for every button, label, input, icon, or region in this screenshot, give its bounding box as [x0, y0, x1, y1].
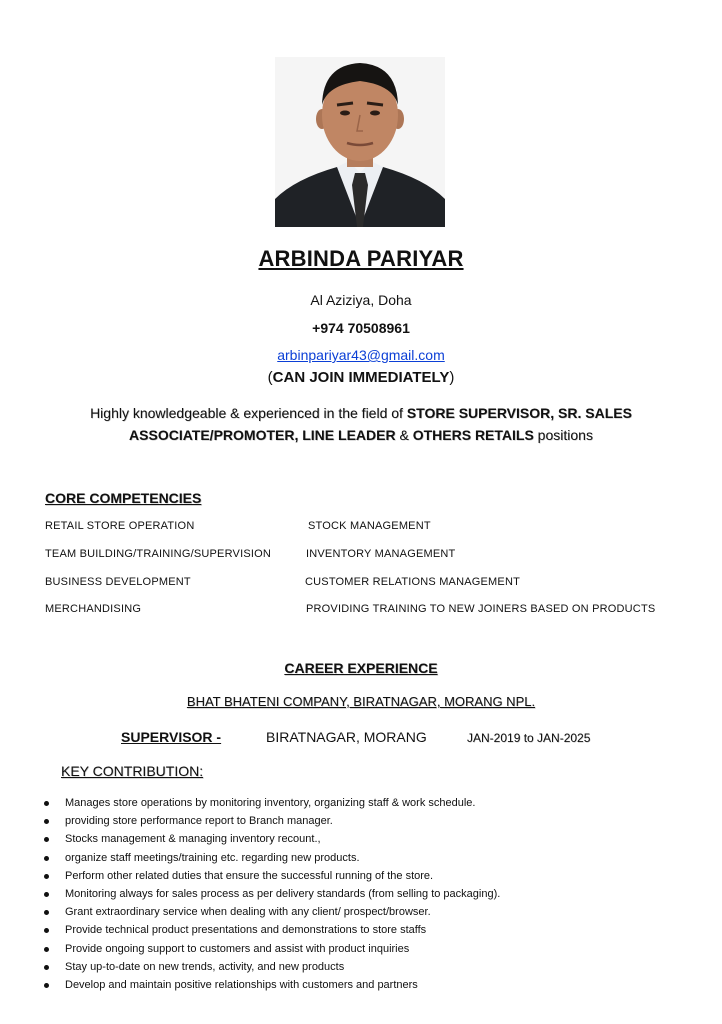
- job-role: SUPERVISOR -: [121, 729, 222, 745]
- list-item-text: Monitoring always for sales process as per delivery standards (from selling to packaging).: [65, 887, 501, 900]
- phone-number: +974 70508961: [312, 320, 410, 336]
- list-item: [44, 794, 684, 812]
- list-item-text: Provide ongoing support to customers and assist with product inquiries: [65, 942, 410, 955]
- company-name: BHAT BHATENI COMPANY, BIRATNAGAR, MORANG NPL.: [186, 694, 536, 709]
- availability-open-paren: (: [267, 369, 273, 386]
- email-link[interactable]: arbinpariyar43@gmail.com: [277, 347, 445, 363]
- competency-item: TEAM BUILDING/TRAINING/SUPERVISION: [45, 548, 272, 560]
- list-item: [44, 812, 684, 830]
- bullet-icon: [44, 910, 49, 915]
- list-item-text: Develop and maintain positive relationships with customers and partners: [65, 978, 418, 991]
- list-item: [44, 830, 684, 848]
- bullet-icon: [44, 928, 49, 933]
- availability-close-paren: ): [449, 369, 455, 386]
- summary-text-2: &: [395, 427, 413, 443]
- competency-item: CUSTOMER RELATIONS MANAGEMENT: [305, 576, 521, 588]
- summary-roles: STORE SUPERVISOR, SR. SALES ASSOCIATE/PROMOTER, LINE LEADER: [129, 405, 632, 443]
- list-item-text: Provide technical product presentations and demonstrations to store staffs: [65, 924, 427, 937]
- list-item-text: Stocks management & managing inventory recount.,: [65, 833, 321, 846]
- availability: [0, 369, 722, 386]
- list-item-text: Manages store operations by monitoring inventory, organizing staff & work schedule.: [65, 797, 476, 809]
- bullet-icon: [44, 983, 49, 988]
- core-competencies-title: CORE COMPETENCIES: [45, 490, 202, 506]
- list-item: [44, 885, 684, 903]
- list-item: [44, 921, 684, 939]
- career-experience-title: CAREER EXPERIENCE: [284, 660, 438, 676]
- competency-item: STOCK MANAGEMENT: [308, 520, 431, 532]
- list-item-text: organize staff meetings/training etc. regarding new products.: [65, 851, 360, 864]
- bullet-icon: [44, 819, 49, 824]
- list-item: [44, 849, 684, 867]
- bullet-icon: [44, 947, 49, 952]
- bullet-icon: [44, 892, 49, 897]
- summary-text-1: Highly knowledgeable & experienced in the field of: [90, 405, 407, 421]
- bullet-icon: [44, 801, 49, 806]
- profile-photo: [275, 57, 445, 227]
- competency-item: INVENTORY MANAGEMENT: [306, 548, 456, 560]
- bullet-icon: [44, 856, 49, 861]
- list-item-text: Stay up-to-date on new trends, activity, and new products: [65, 960, 345, 973]
- key-contribution-title: KEY CONTRIBUTION:: [61, 763, 204, 779]
- contribution-list: [44, 794, 684, 994]
- bullet-icon: [44, 837, 49, 842]
- bullet-icon: [44, 965, 49, 970]
- candidate-name: ARBINDA PARIYAR: [258, 246, 464, 271]
- list-item: [44, 903, 684, 921]
- list-item-text: providing store performance report to Branch manager.: [65, 815, 333, 828]
- email-row: [0, 347, 722, 365]
- profile-summary: [40, 402, 682, 446]
- competency-item: MERCHANDISING: [45, 603, 142, 615]
- competency-item: BUSINESS DEVELOPMENT: [45, 576, 191, 588]
- address: Al Aziziya, Doha: [310, 292, 412, 308]
- list-item: [44, 976, 684, 994]
- bullet-icon: [44, 874, 49, 879]
- list-item: [44, 940, 684, 958]
- list-item-text: Perform other related duties that ensure the successful running of the store.: [65, 869, 434, 882]
- summary-roles-2: OTHERS RETAILS: [412, 427, 534, 443]
- job-dates: JAN-2019 to JAN-2025: [467, 731, 591, 745]
- list-item: [44, 867, 684, 885]
- competency-item: RETAIL STORE OPERATION: [45, 520, 195, 532]
- list-item: [44, 958, 684, 976]
- job-location: BIRATNAGAR, MORANG: [266, 729, 427, 745]
- availability-text: CAN JOIN IMMEDIATELY: [272, 369, 450, 386]
- competency-item: PROVIDING TRAINING TO NEW JOINERS BASED ON PRODUCTS: [306, 603, 656, 615]
- list-item-text: Grant extraordinary service when dealing with any client/ prospect/browser.: [65, 906, 431, 919]
- summary-text-3: positions: [533, 427, 593, 443]
